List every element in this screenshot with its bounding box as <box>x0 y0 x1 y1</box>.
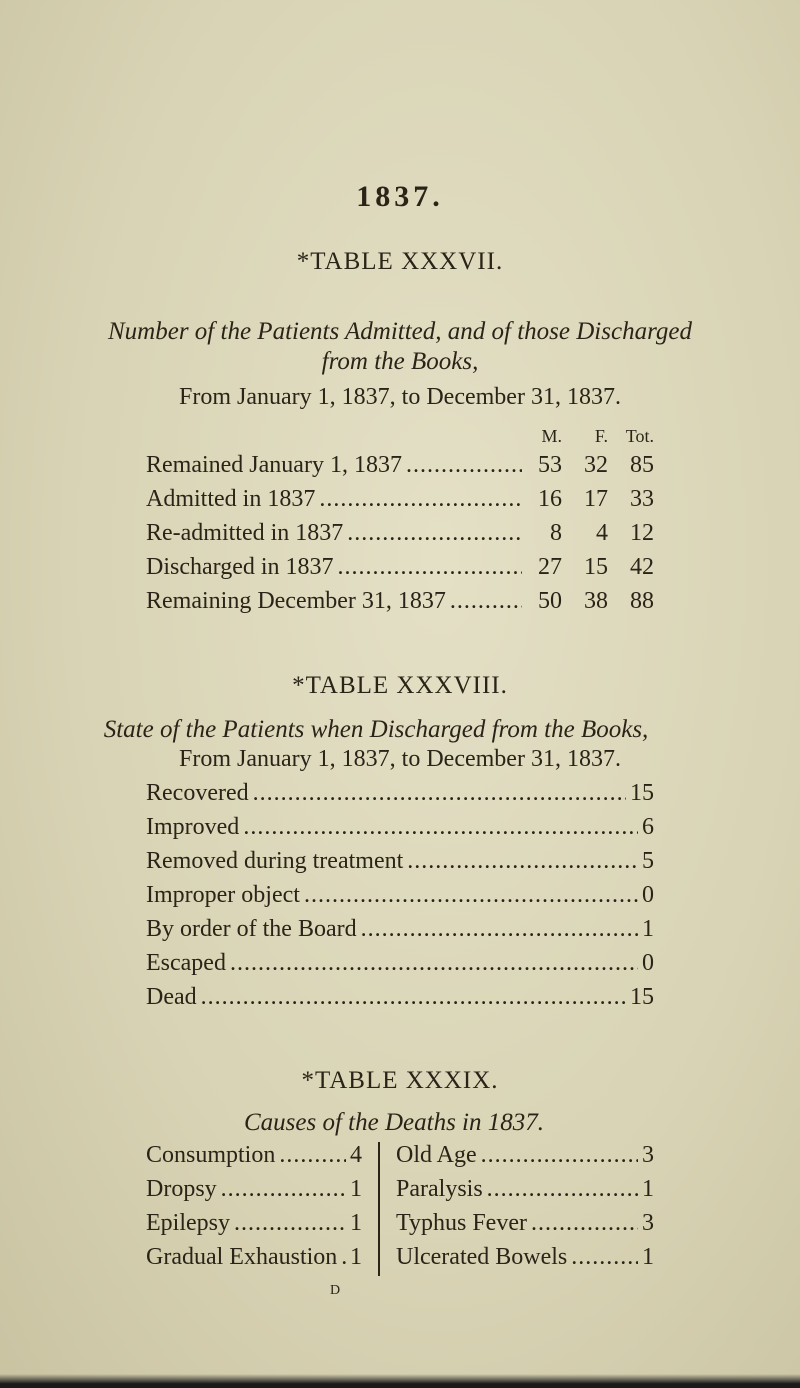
row-label: By order of the Board <box>146 916 357 942</box>
table-39-left-row <box>146 1142 362 1169</box>
cell-f: 17 <box>584 486 608 512</box>
table-37-subtitle-line2: from the Books, <box>321 348 479 375</box>
table-39-left-row <box>146 1176 362 1203</box>
table-37-row <box>146 588 526 615</box>
cell-m: 16 <box>538 486 562 512</box>
row-value: 1 <box>642 1176 654 1202</box>
cell-tot: 88 <box>630 588 654 614</box>
cell-tot: 33 <box>630 486 654 512</box>
row-value: 1 <box>350 1176 362 1202</box>
cell-f: 4 <box>596 520 608 546</box>
row-label: Admitted in 1837 <box>146 486 316 512</box>
row-label: Improved <box>146 814 240 840</box>
cell-tot: 42 <box>630 554 654 580</box>
cell-m: 53 <box>538 452 562 478</box>
row-value: 5 <box>642 848 654 874</box>
row-value: 1 <box>350 1244 362 1270</box>
table-38-date-range: From January 1, 1837, to December 31, 1837. <box>179 746 621 772</box>
table-39-subtitle: Causes of the Deaths in 1837. <box>244 1109 544 1136</box>
row-label: Improper object <box>146 882 300 908</box>
table-38-row <box>146 882 654 909</box>
table-39-right-row <box>396 1210 654 1237</box>
row-value: 15 <box>630 780 654 806</box>
col-head-f: F. <box>594 426 608 446</box>
row-label: Re-admitted in 1837 <box>146 520 344 546</box>
table-39-title: *TABLE XXXIX. <box>301 1067 499 1094</box>
cell-f: 15 <box>584 554 608 580</box>
column-divider <box>378 1142 380 1276</box>
row-label: Gradual Exhaustion <box>146 1244 338 1270</box>
cell-tot: 12 <box>630 520 654 546</box>
cell-m: 50 <box>538 588 562 614</box>
table-38-row <box>146 950 654 977</box>
col-head-m: M. <box>541 426 562 446</box>
row-label: Recovered <box>146 780 249 806</box>
row-label: Epilepsy <box>146 1210 230 1236</box>
row-value: 6 <box>642 814 654 840</box>
row-label: Remaining December 31, 1837 <box>146 588 446 614</box>
row-label: Dead <box>146 984 197 1010</box>
col-head-tot: Tot. <box>625 426 654 446</box>
row-label: Paralysis <box>396 1176 483 1202</box>
table-38-row <box>146 984 654 1011</box>
cell-m: 27 <box>538 554 562 580</box>
table-39-left-row <box>146 1244 362 1271</box>
table-38-title: *TABLE XXXVIII. <box>292 672 508 699</box>
row-label: Discharged in 1837 <box>146 554 334 580</box>
cell-f: 32 <box>584 452 608 478</box>
table-37-date-range: From January 1, 1837, to December 31, 1837. <box>179 384 621 410</box>
table-38-subtitle: State of the Patients when Discharged from the Books, <box>103 716 649 743</box>
table-37-row <box>146 520 526 547</box>
table-39-right-row <box>396 1176 654 1203</box>
table-38-row <box>146 780 654 807</box>
row-value: 0 <box>642 950 654 976</box>
row-label: Ulcerated Bowels <box>396 1244 568 1270</box>
row-label: Dropsy <box>146 1176 217 1202</box>
table-37-subtitle-line1: Number of the Patients Admitted, and of those Discharged <box>108 318 692 345</box>
cell-f: 38 <box>584 588 608 614</box>
row-label: Typhus Fever <box>396 1210 527 1236</box>
row-label: Remained January 1, 1837 <box>146 452 402 478</box>
table-39-right-row <box>396 1142 654 1169</box>
row-label: Removed during treatment <box>146 848 404 874</box>
year-heading: 1837. <box>356 180 444 213</box>
table-37-title: *TABLE XXXVII. <box>296 248 504 275</box>
row-value: 3 <box>642 1210 654 1236</box>
row-label: Old Age <box>396 1142 477 1168</box>
page-edge-shadow <box>0 1374 800 1388</box>
row-value: 1 <box>350 1210 362 1236</box>
table-38-row <box>146 916 654 943</box>
row-value: 4 <box>350 1142 362 1168</box>
table-37-row <box>146 486 526 513</box>
row-value: 1 <box>642 1244 654 1270</box>
row-value: 15 <box>630 984 654 1010</box>
row-label: Consumption <box>146 1142 276 1168</box>
cell-m: 8 <box>550 520 562 546</box>
table-39-left-row <box>146 1210 362 1237</box>
table-38-row <box>146 814 654 841</box>
row-label: Escaped <box>146 950 226 976</box>
row-value: 1 <box>642 916 654 942</box>
table-37-row <box>146 452 526 479</box>
row-value: 3 <box>642 1142 654 1168</box>
table-39-right-row <box>396 1244 654 1271</box>
table-38-row <box>146 848 654 875</box>
cell-tot: 85 <box>630 452 654 478</box>
row-value: 0 <box>642 882 654 908</box>
table-37-row <box>146 554 526 581</box>
signature-mark: D <box>330 1283 341 1298</box>
